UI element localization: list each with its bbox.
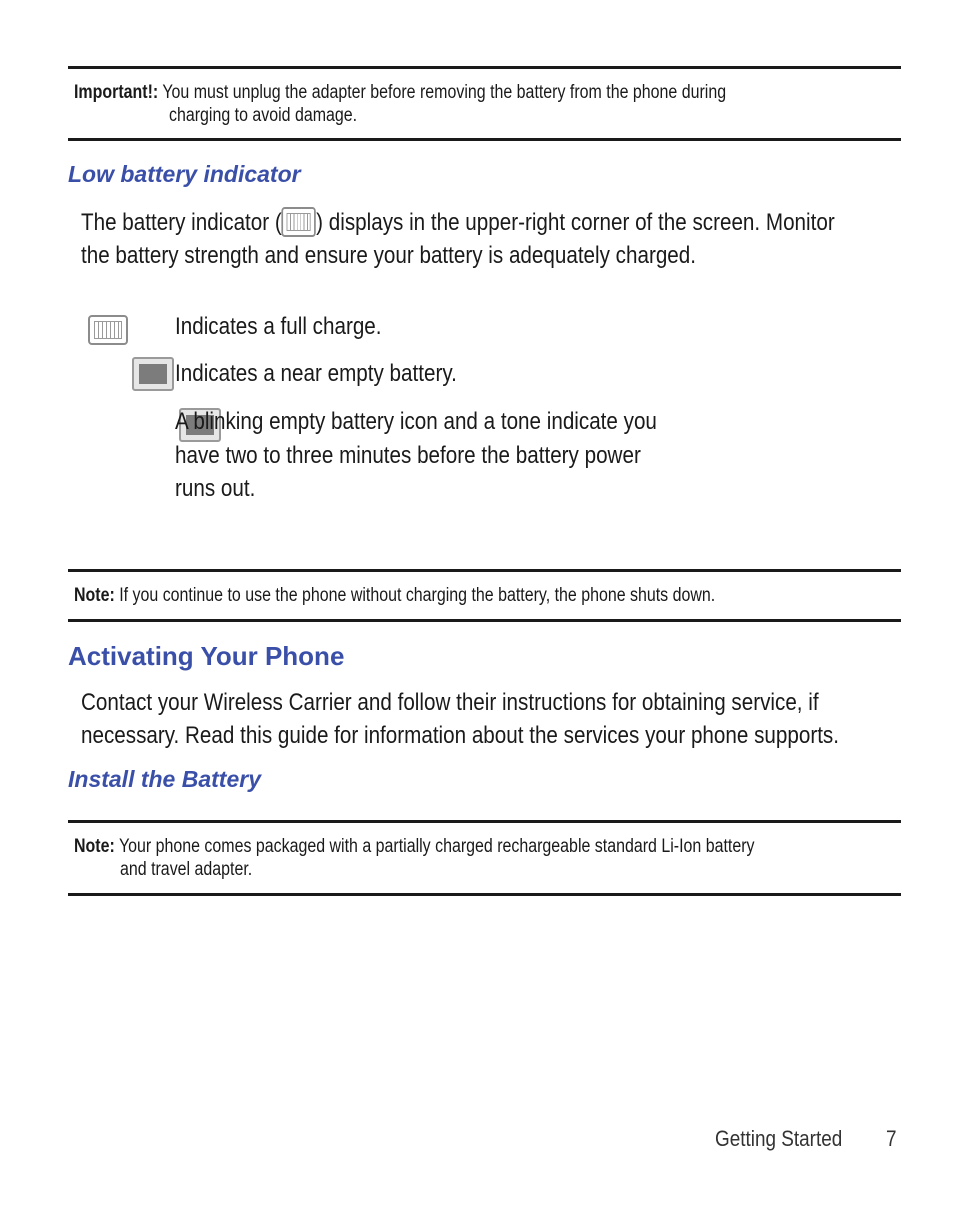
low-battery-intro-line2: the battery strength and ensure your battery is adequately charged. — [81, 242, 697, 269]
battery-note-bottom-rule — [68, 893, 901, 896]
note-label: Note: — [74, 585, 115, 606]
important-label: Important!: — [74, 82, 159, 103]
indicator-blinking-text-line1: A blinking empty battery icon and a tone indicate you — [175, 408, 657, 435]
shutdown-note — [74, 584, 715, 607]
important-bottom-rule — [68, 138, 901, 141]
activating-text-line2: necessary. Read this guide for information about the services your phone supports. — [81, 722, 839, 749]
battery-full-icon — [88, 315, 128, 345]
battery-empty-icon — [132, 357, 174, 391]
important-note — [74, 81, 726, 104]
page-number: 7 — [886, 1126, 897, 1151]
indicator-full-text: Indicates a full charge. — [175, 313, 382, 340]
battery-note — [74, 835, 754, 858]
indicator-blinking-text-line3: runs out. — [175, 475, 256, 502]
important-text-line1: You must unplug the adapter before removing the battery from the phone during — [162, 82, 727, 103]
footer-section-title: Getting Started — [715, 1126, 843, 1151]
low-battery-intro-line1: The battery indicator ( ) displays in the upper-right corner of the screen. Monitor — [81, 209, 835, 236]
activating-heading: Activating Your Phone — [68, 641, 345, 671]
install-heading: Install the Battery — [68, 766, 261, 792]
battery-note-text-line1: Your phone comes packaged with a partially charged rechargeable standard Li-Ion battery — [118, 836, 755, 857]
battery-note-text-line2: and travel adapter. — [120, 859, 253, 880]
shutdown-note-bottom-rule — [68, 619, 901, 622]
indicator-near-empty-text: Indicates a near empty battery. — [175, 360, 457, 387]
activating-text-line1: Contact your Wireless Carrier and follow their instructions for obtaining service, if — [81, 689, 819, 716]
shutdown-note-text: If you continue to use the phone without charging the battery, the phone shuts down. — [119, 585, 716, 606]
important-top-rule — [68, 66, 901, 69]
note-label: Note: — [74, 836, 115, 857]
shutdown-note-top-rule — [68, 569, 901, 572]
indicator-blinking-text-line2: have two to three minutes before the battery power — [175, 442, 641, 469]
low-battery-heading: Low battery indicator — [68, 161, 301, 187]
battery-full-icon — [282, 207, 316, 237]
battery-note-top-rule — [68, 820, 901, 823]
important-text-line2: charging to avoid damage. — [169, 105, 358, 126]
